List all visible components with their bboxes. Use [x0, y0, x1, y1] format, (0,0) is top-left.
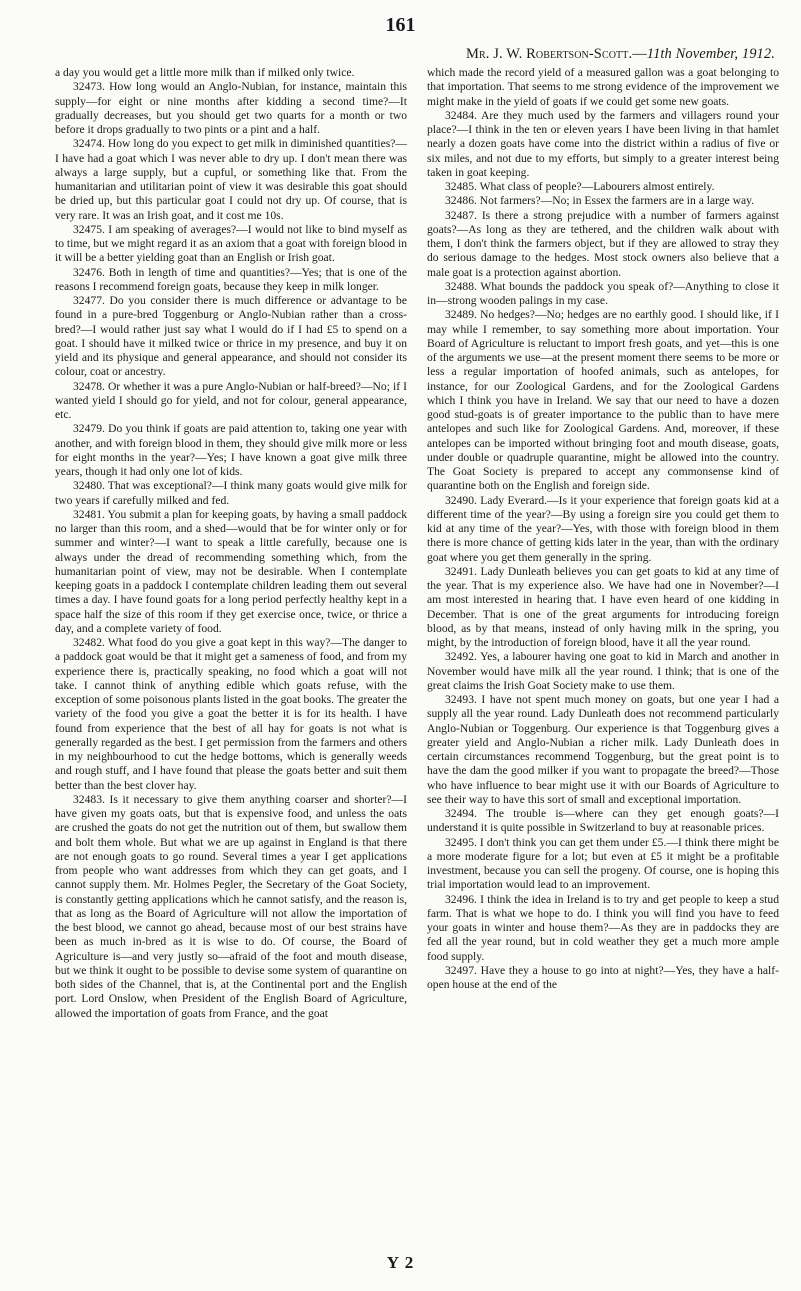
- evidence-paragraph: 32474. How long do you expect to get milk in diminished quantities?—I have had a goat which I was never able to dry up. I don't mean there was always a large supply, but a cupful, or something like that. From the humanitarian and utilitarian point of view it was desirable this goat should be dried up, but this particular goat I could not dry up. Of course, that is very rare. It was an Irish goat, and it cost me 10s.: [55, 137, 407, 222]
- evidence-paragraph: 32489. No hedges?—No; hedges are no earthly good. I should like, if I may while I remember, to say something more about importation. Your Board of Agriculture is reluctant to import fresh goats, and yet—this is one of the arguments we use—at the present moment there seems to be more or less a regular importation of hoofed animals, such as antelopes, for instance, for our Zoological Gardens, and for the Zoological Gardens which I think you have in Ireland. We say that our need to have a dozen good stud-goats is of greater importance to the public than to have mere antelopes and such like for Zoological Gardens. And, moreover, if these antelopes can be imported without bringing foot and mouth disease, goats, under double or quadruple quarantine, might be allowed into the country. The Goat Society is prepared to accept any commonsense kind of quarantine both on the English and foreign side.: [427, 308, 779, 493]
- evidence-paragraph: 32481. You submit a plan for keeping goats, by having a small paddock no larger than this room, and a shed—would that be for winter only or for summer and winter?—I want to speak a little carefully, because one is always under the dread of recommending something which, from the humanitarian point of view, may not be desirable. When I contemplate keeping goats in a paddock I contemplate children leading them out several times a day. I have found goats for a long period perfectly healthy kept in a space half the size of this room if they get exercise once, twice, or thrice a day, and a complete variety of food.: [55, 507, 407, 635]
- page-number: 161: [385, 14, 416, 36]
- evidence-paragraph: 32477. Do you consider there is much difference or advantage to be found in a pure-bred Toggenburg or Anglo-Nubian rather than a cross-bred?—I would rather just say what I would do if I had £5 to spend on a goat. I should have it milked twice or thrice in my presence, and buy it on yield and its physique and general appearance, and should not consider its colour, coat or ancestry.: [55, 294, 407, 379]
- hearing-date: 11th November, 1912.: [646, 46, 775, 62]
- evidence-paragraph: 32488. What bounds the paddock you speak of?—Anything to close it in—strong wooden palings in my case.: [427, 279, 779, 307]
- evidence-paragraph: 32478. Or whether it was a pure Anglo-Nubian or half-breed?—No; if I wanted yield I should go for yield, and not for colour, general appearance, etc.: [55, 379, 407, 421]
- evidence-paragraph: 32483. Is it necessary to give them anything coarser and shorter?—I have given my goats oats, but that is expensive food, and unless the oats are crushed the goats do not get the nutrition out of them, but swallow them and bolt them whole. But what we are up against in England is that there are not enough goats to go round. Several times a year I get applications from people who want addresses from which they can get goats, and I cannot supply them. Mr. Holmes Pegler, the Secretary of the Goat Society, is constantly getting applications which he cannot satisfy, and the reason is, that as long as the Board of Agriculture will not allow the importation of the best blood, we cannot go ahead, because most of our best strains have been as much in-bred as it is wise to do. Of course, the Board of Agriculture is—and very justly so—afraid of the foot and mouth disease, but we think it ought to be possible to devise some system of quarantine on both sides of the Channel, that is, at the Continental port and the English port. Lord Onslow, when President of the English Board of Agriculture, allowed the importation of goats from France, and the goat: [55, 792, 407, 1020]
- evidence-paragraph: 32495. I don't think you can get them under £5.—I think there might be a more moderate figure for a lot; but even at £5 it might be a profitable investment, because you can sell the progeny. Of course, one is hoping this trial importation would lead to an improvement.: [427, 835, 779, 892]
- witness-name: Mr. J. W. Robertson-Scott.: [466, 46, 633, 62]
- evidence-paragraph: 32485. What class of people?—Labourers almost entirely.: [445, 180, 715, 193]
- evidence-paragraph: 32493. I have not spent much money on goats, but one year I had a supply all the year round. Lady Dunleath does not recommend particularly Anglo-Nubian or Toggenburg. Our experience is that Toggenburg gives a greater yield and Anglo-Nubian a richer milk. Lady Dunleath does in certain circumstances recommend Toggenburg, but the great point is to have the dam the good milker if you want to propagate the breed?—Those who have influence to bear might use it with our Boards of Agriculture to see their way to have this sort of small and exceptional importation.: [427, 693, 779, 806]
- evidence-paragraph: 32496. I think the idea in Ireland is to try and get people to keep a stud farm. That is what we hope to do. I think you will find you have to feed your goats in winter and house them?—As they are in paddocks they are fed all the year round, but in cold weather they get a much more ample food supply.: [427, 892, 779, 963]
- evidence-paragraph: 32475. I am speaking of averages?—I would not like to bind myself as to time, but we might regard it as an axiom that a goat with foreign blood in it will be a better yielding goat than an English or Irish goat.: [55, 222, 407, 265]
- evidence-paragraph: 32492. Yes, a labourer having one goat to kid in March and another in November would have milk all the year round. I think; that is one of the great claims the Irish Goat Society make to use them.: [427, 650, 779, 692]
- evidence-paragraph: 32487. Is there a strong prejudice with a number of farmers against goats?—As long as they are tethered, and the children walk about with them, I don't think the farmers object, but if they are allowed to stray they do serious damage to the hedges. Most stock owners also believe that a male goat is a protection against abortion.: [427, 208, 779, 279]
- left-column: [55, 66, 407, 1250]
- signature-mark: Y 2: [386, 1253, 415, 1272]
- evidence-paragraph: 32484. Are they much used by the farmers and villagers round your place?—I think in the ten or eleven years I have been living in that hamlet nearly a dozen goats have come into the district within a radius of five or six miles, and not due to my efforts, but simply to a greater interest being taken in goat keeping.: [427, 108, 779, 179]
- evidence-paragraph: 32476. Both in length of time and quantities?—Yes; that is one of the reasons I recommend foreign goats, because they keep in milk longer.: [55, 265, 407, 293]
- continued-paragraph: which made the record yield of a measured gallon was a goat belonging to that importation. That seems to me strong evidence of the improvement we might make in the yield of goats if we could get some new goats.: [427, 66, 779, 108]
- evidence-paragraph: 32491. Lady Dunleath believes you can get goats to kid at any time of the year. That is my experience also. We have had one in November?—I am most interested in hearing that. I have even heard of one kidding in December. That is one of the great arguments for introducing foreign blood, as by that means, instead of only having milk in the spring, you might, by the introduction of foreign blood, have it all the year round.: [427, 564, 779, 649]
- evidence-paragraph: 32482. What food do you give a goat kept in this way?—The danger to a paddock goat would be that it might get a sameness of food, and from my experience there is, practically speaking, no food which a goat will not take. I cannot think of anything edible which goats refuse, with the exception of some poisonous plants listed in the goat books. The greater the variety of the food you give a goat the better it is for its health. I have found from experience that the best of all hay for goats is not what is generally regarded as the best. I get permission from the farmers and others in my neighbourhood to cut the hedge bottoms, which is generally weeds and rough stuff, and I have found that please the goats better and suit them better than the best clover hay.: [55, 636, 407, 792]
- evidence-paragraph: 32486. Not farmers?—No; in Essex the farmers are in a large way.: [445, 194, 755, 208]
- evidence-paragraph: 32494. The trouble is—where can they get enough goats?—I understand it is quite possible in Switzerland to buy at reasonable prices.: [427, 807, 779, 835]
- evidence-paragraph: 32480. That was exceptional?—I think many goats would give milk for two years if carefully milked and fed.: [55, 479, 407, 507]
- running-head: Mr. J. W. Robertson-Scott.—11th November, 1912.: [466, 46, 775, 62]
- evidence-paragraph: 32479. Do you think if goats are paid attention to, taking one year with another, and with foreign blood in them, they should give milk more or less for eight months in the year?—Yes; I have known a goat give milk three years, though it had only one lot of kids.: [55, 422, 407, 478]
- evidence-paragraph: 32473. How long would an Anglo-Nubian, for instance, maintain this supply—for eight or nine months after kidding a second time?—It gradually decreases, but you should get two quarts for a month or two before it drops gradually to two pints or a pint and a half.: [55, 80, 407, 136]
- evidence-paragraph: 32490. Lady Everard.—Is it your experience that foreign goats kid at a different time of the year?—By using a foreign sire you could get them to kid at any time of the year?—Yes, with those with foreign blood in them there is more chance of getting kids later in the year, than with the ordinary goat where you get them generally in the spring.: [427, 493, 779, 564]
- right-column: [427, 66, 779, 1250]
- evidence-paragraph: 32497. Have they a house to go into at night?—Yes, they have a half-open house at the end of the: [427, 963, 779, 991]
- continued-paragraph: a day you would get a little more milk than if milked only twice.: [55, 66, 355, 79]
